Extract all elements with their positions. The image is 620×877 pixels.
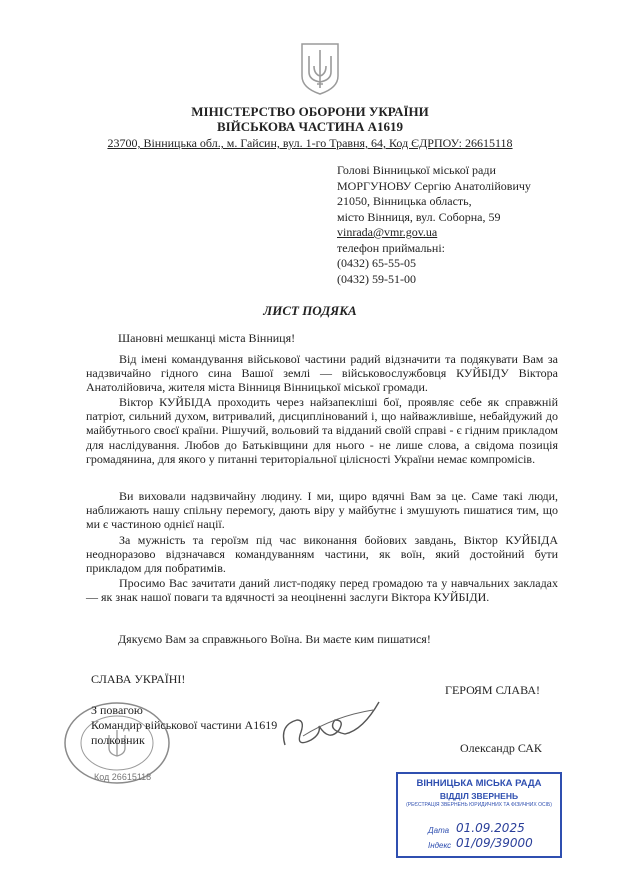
ministry-heading: МІНІСТЕРСТВО ОБОРОНИ УКРАЇНИ [191, 104, 429, 119]
stamp-dept: ВІДДІЛ ЗВЕРНЕНЬ [439, 791, 519, 801]
addressee-line: Голові Вінницької міської ради [337, 163, 496, 177]
addressee-phone-label: телефон приймальні: [337, 240, 445, 255]
stamp-title: ВІННИЦЬКА МІСЬКА РАДА [416, 778, 542, 789]
slogan-left: СЛАВА УКРАЇНІ! [91, 672, 186, 686]
handwritten-signature [275, 690, 385, 760]
stamp-subtitle: (РЕЄСТРАЦІЯ ЗВЕРНЕНЬ ЮРИДИЧНИХ ТА ФІЗИЧНИХ ОСІБ) [406, 802, 552, 808]
stamp-date-value: 01.09.2025 [456, 821, 525, 835]
stamp-index-value: 01/09/39000 [456, 836, 533, 850]
signature-position: Командир військової частини А1619 [91, 718, 278, 732]
seal-code: Код 26615118 [94, 772, 152, 782]
addressee-block [337, 163, 531, 287]
addressee-line: 21050, Вінницька область, [337, 194, 472, 208]
paragraph: Просимо Вас зачитати даний лист-подяку перед громадою та у навчальних закладах — як знак нашої поваги та вдячності за неоціненні заслуги Віктора КУЙБІДИ. [86, 576, 558, 605]
signatory-name: Олександр САК [460, 741, 542, 755]
addressee-phone: (0432) 59-51-00 [337, 271, 416, 286]
paragraph: За мужність та героїзм під час виконання бойових завдань, Віктор КУЙБІДА неодноразово відзначався командуванням частини, як воїн, який достойний бути прикладом для побратимів. [86, 533, 558, 576]
addressee-line: МОРГУНОВУ Сергію Анатолійовичу [337, 178, 531, 193]
signature-rank: полковник [91, 733, 145, 747]
registration-stamp [396, 772, 562, 858]
letter-title: ЛИСТ ПОДЯКА [263, 303, 357, 318]
unit-address: 23700, Вінницька обл., м. Гайсин, вул. 1-го Травня, 64, Код ЄДРПОУ: 26615118 [107, 136, 513, 150]
paragraph: Від імені командування військової частини радий відзначити та подякувати Вам за надзвичайно гідного сина Вашої землі — військовослужбовця КУЙБІДУ Віктора Анатолійовича, жителя міста Вінниця Вінницької міської громади. [86, 352, 558, 395]
addressee-email[interactable]: vinrada@vmr.gov.ua [337, 225, 438, 239]
slogan-right: ГЕРОЯМ СЛАВА! [445, 683, 540, 697]
paragraph: Ви виховали надзвичайну людину. І ми, щиро вдячні Вам за це. Саме такі люди, наближають нашу спільну перемогу, дають віру у майбутнє і змушують пишатися тим, що ми є частиною однієї нації. [86, 489, 558, 532]
unit-heading: ВІЙСЬКОВА ЧАСТИНА А1619 [216, 119, 404, 134]
coat-of-arms-icon [300, 42, 340, 96]
stamp-index-label: Індекс [428, 841, 452, 850]
regards-line: З повагою [91, 703, 143, 717]
salutation: Шановні мешканці міста Вінниця! [118, 331, 296, 345]
stamp-date-label: Дата [428, 826, 450, 835]
addressee-phone: (0432) 65-55-05 [337, 256, 416, 270]
closing-line: Дякуємо Вам за справжнього Воїна. Ви маєте ким пишатися! [118, 632, 431, 646]
paragraph: Віктор КУЙБІДА проходить через найзапекліші бої, проявляє себе як справжній патріот, сильний духом, витривалий, дисциплінований і, що найважливіше, небайдужий до майбутнього своєї країни. Рішучий, вольовий та відданий своїй справі - є гідним прикладом для наслідування. Любов до Батьківщини для нього - не лише слова, а свідома позиція громадянина, для якого у питанні територіальної цілісності України немає компромісів. [86, 395, 558, 466]
addressee-line: місто Вінниця, вул. Соборна, 59 [337, 209, 501, 224]
